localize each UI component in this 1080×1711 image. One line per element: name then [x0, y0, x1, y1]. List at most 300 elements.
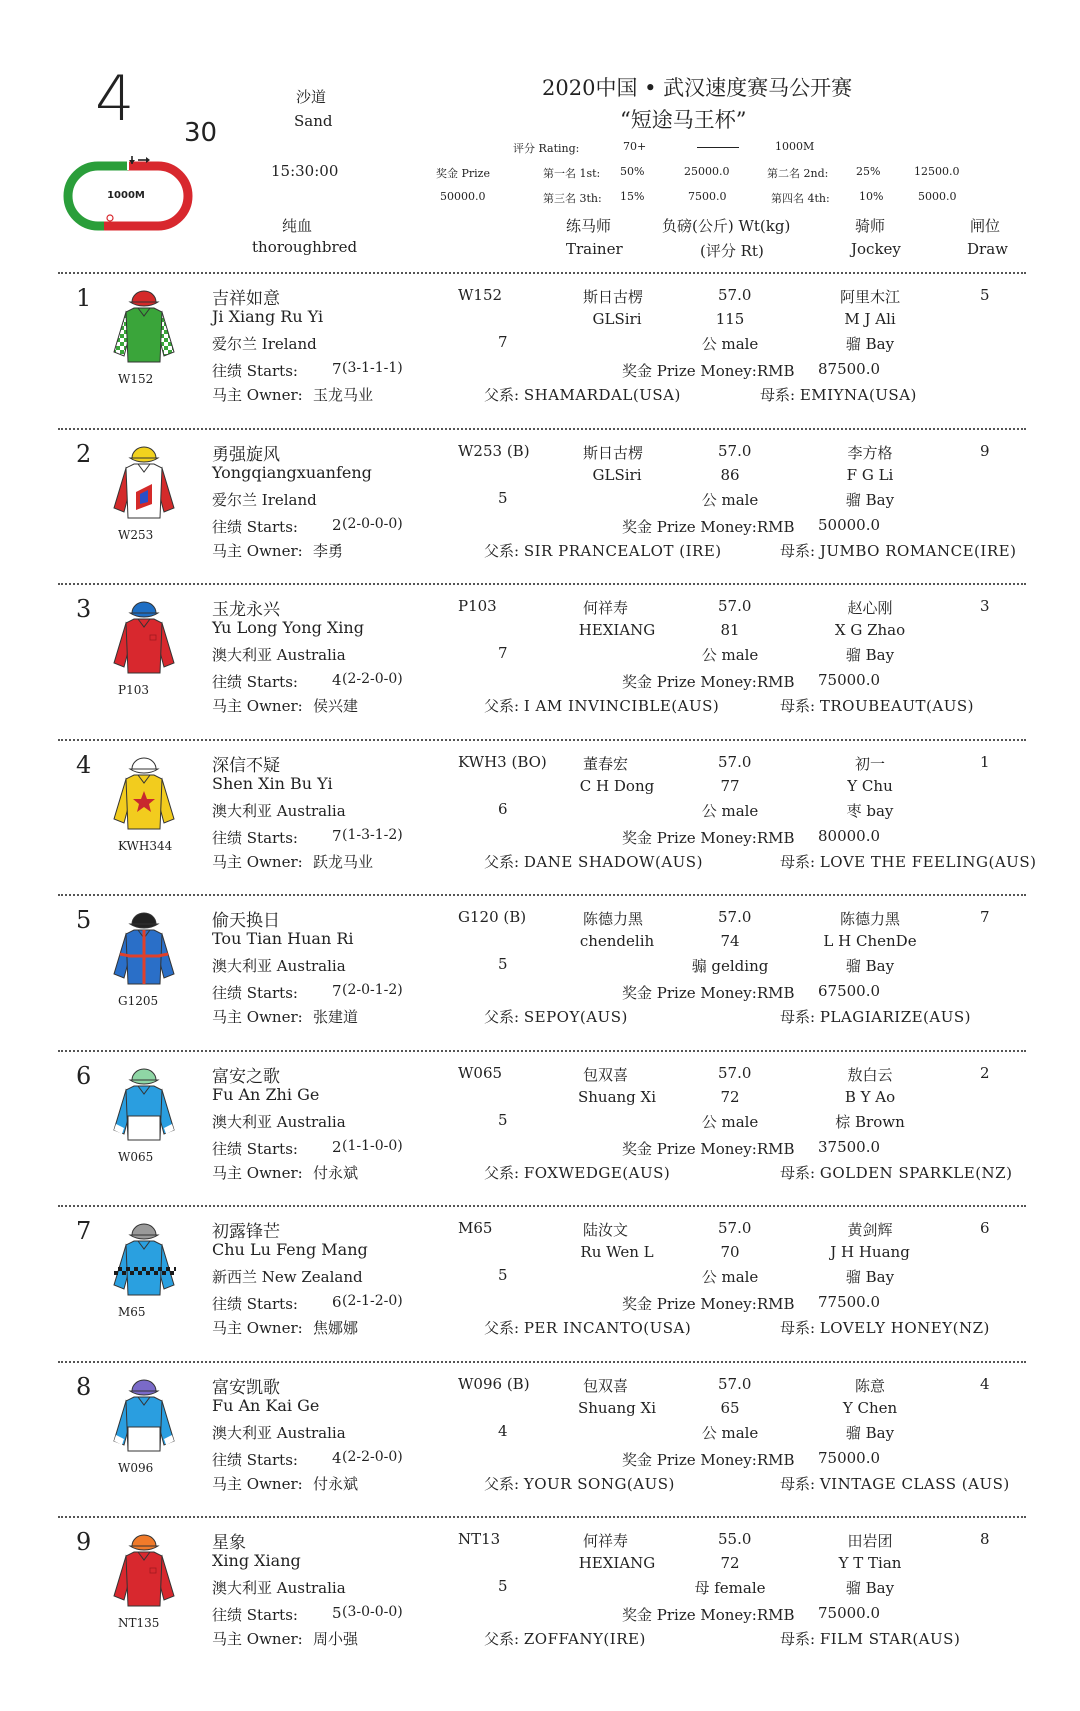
horse-color: 骝 Bay	[845, 1579, 895, 1597]
separator	[58, 1361, 1026, 1363]
jockey-en: B Y Ao	[844, 1087, 896, 1106]
fourth-label: 第四名 4th:	[771, 192, 830, 205]
horse-code: W253 (B)	[458, 441, 530, 460]
sire-label: 父系:	[484, 1008, 520, 1026]
owner-name: 付永斌	[313, 1474, 359, 1493]
jockey-cn: 田岩团	[847, 1532, 893, 1550]
separator	[58, 1205, 1026, 1207]
starts-record: (1-1-0-0)	[342, 1137, 403, 1154]
horse-number: 3	[76, 595, 92, 623]
horse-age: 5	[498, 955, 508, 973]
trainer-cn: 何祥寿	[583, 599, 629, 617]
dam-name: LOVE THE FEELING(AUS)	[819, 852, 1037, 871]
dam-label: 母系:	[780, 697, 816, 715]
dam-block	[780, 695, 974, 716]
second-pct: 25%	[856, 165, 881, 178]
first-amount: 25000.0	[684, 165, 730, 178]
jockey-en: L H ChenDe	[823, 932, 917, 950]
prize-money: 80000.0	[818, 826, 881, 845]
trainer-cn: 包双喜	[583, 1376, 629, 1395]
col-trainer-cn: 练马师	[566, 217, 612, 235]
first-pct: 50%	[620, 165, 645, 178]
horse-number: 7	[76, 1217, 92, 1245]
breed-en: thoroughbred	[252, 238, 358, 256]
jockey-silk-icon	[112, 442, 176, 524]
dam-label: 母系:	[780, 541, 816, 560]
weight: 57.0	[718, 908, 752, 926]
horse-sex: 公 male	[701, 335, 759, 353]
horse-entry	[0, 1054, 1080, 1210]
prize-money-label: 奖金 Prize Money:RMB	[622, 828, 795, 847]
jockey-cn: 初一	[855, 754, 886, 773]
rating: 86	[720, 465, 740, 484]
trainer-cn: 斯日古楞	[583, 288, 644, 306]
prize-label: 奖金 Prize	[436, 167, 490, 180]
jockey-silk-icon	[112, 1375, 176, 1457]
prize-total: 50000.0	[440, 190, 486, 203]
starts-count: 4	[332, 671, 342, 689]
horse-name-cn: 初露锋芒	[212, 1222, 280, 1242]
separator	[58, 894, 1026, 896]
draw: 8	[980, 1530, 990, 1548]
sire-name: I AM INVINCIBLE(AUS)	[523, 697, 720, 715]
horse-number: 8	[76, 1372, 92, 1401]
separator	[58, 1516, 1026, 1518]
horse-name-cn: 深信不疑	[212, 755, 280, 776]
trainer-en: Shuang Xi	[577, 1398, 657, 1417]
horse-age: 5	[498, 1266, 508, 1284]
jockey-en: X G Zhao	[834, 621, 906, 639]
horse-age: 5	[498, 488, 508, 507]
horse-sex: 公 male	[701, 646, 759, 664]
owner-name: 周小强	[313, 1630, 359, 1648]
separator	[58, 272, 1026, 274]
draw: 5	[980, 286, 990, 304]
horse-age: 5	[498, 1110, 508, 1129]
surface-cn: 沙道	[296, 88, 327, 106]
owner-name: 焦娜娜	[313, 1319, 359, 1337]
dam-block	[780, 1006, 971, 1027]
owner-name: 跃龙马业	[313, 852, 374, 871]
horse-number: 6	[76, 1061, 92, 1090]
rating-label: 评分 Rating:	[513, 142, 580, 155]
starts-count: 4	[332, 1448, 342, 1467]
horse-color: 枣 bay	[846, 801, 894, 820]
sire-block	[484, 695, 719, 716]
trainer-en: chendelih	[579, 932, 655, 950]
owner-label: 马主 Owner:	[212, 1630, 303, 1648]
jockey-silk-icon	[112, 286, 176, 368]
dam-label: 母系:	[780, 1008, 816, 1026]
silk-code: KWH344	[118, 838, 173, 853]
owner-name: 张建道	[313, 1008, 359, 1026]
sire-name: PER INCANTO(USA)	[523, 1319, 692, 1337]
horse-name-en: Tou Tian Huan Ri	[212, 929, 354, 948]
col-trainer-en: Trainer	[566, 240, 623, 258]
sire-block	[484, 1006, 628, 1027]
jockey-cn: 黄剑辉	[847, 1221, 893, 1239]
starts-label: 往绩 Starts:	[212, 1606, 298, 1624]
draw: 7	[980, 908, 990, 926]
jockey-cn: 阿里木江	[840, 288, 901, 306]
weight: 57.0	[718, 1219, 752, 1237]
starts-label: 往绩 Starts:	[212, 362, 298, 380]
owner-label: 马主 Owner:	[212, 852, 303, 871]
prize-money-label: 奖金 Prize Money:RMB	[622, 1450, 795, 1469]
horse-code: W096 (B)	[458, 1374, 530, 1393]
horse-name-cn: 勇强旋风	[212, 444, 280, 465]
prize-money-label: 奖金 Prize Money:RMB	[622, 1606, 795, 1624]
dam-name: PLAGIARIZE(AUS)	[819, 1008, 972, 1026]
prize-money: 75000.0	[818, 1604, 881, 1622]
jockey-en: Y Chen	[842, 1398, 898, 1417]
race-sub-number: 30	[184, 118, 218, 148]
col-draw-en: Draw	[967, 240, 1008, 258]
horse-sex: 公 male	[701, 1112, 759, 1131]
horse-name-cn: 玉龙永兴	[212, 600, 280, 620]
prize-money: 75000.0	[818, 671, 881, 689]
silk-code: W096	[118, 1460, 154, 1475]
horse-name-en: Yu Long Yong Xing	[212, 618, 364, 637]
horse-entry	[0, 587, 1080, 743]
owner-name: 付永斌	[313, 1163, 359, 1182]
sire-name: ZOFFANY(IRE)	[523, 1630, 646, 1648]
starts-count: 7	[332, 360, 342, 378]
horse-code: NT13	[458, 1530, 501, 1548]
fourth-amount: 5000.0	[918, 190, 957, 203]
rating: 115	[715, 310, 745, 328]
trainer-en: GLSiri	[592, 310, 642, 328]
sire-label: 父系:	[484, 1474, 520, 1493]
silk-code: G1205	[118, 994, 159, 1008]
dam-label: 母系:	[780, 1319, 816, 1337]
jockey-cn: 陈德力黑	[840, 910, 901, 928]
sire-label: 父系:	[484, 1163, 520, 1182]
owner-label: 马主 Owner:	[212, 1008, 303, 1026]
starts-record: (2-2-0-0)	[342, 671, 403, 687]
sire-label: 父系:	[484, 697, 520, 715]
horse-origin: 爱尔兰 Ireland	[212, 335, 317, 353]
dam-label: 母系:	[760, 386, 796, 404]
starts-record: (3-0-0-0)	[342, 1604, 403, 1620]
horse-color: 骝 Bay	[845, 957, 895, 975]
silk-code: M65	[118, 1305, 146, 1319]
sire-label: 父系:	[484, 1319, 520, 1337]
jockey-en: Y T Tian	[838, 1554, 902, 1572]
horse-color: 骝 Bay	[845, 1268, 895, 1286]
horse-number: 5	[76, 906, 92, 934]
horse-entry	[0, 743, 1080, 899]
starts-record: (3-1-1-1)	[342, 360, 403, 376]
starts-record: (2-0-0-0)	[342, 515, 403, 532]
dam-block	[780, 1162, 1012, 1183]
horse-name-en: Shen Xin Bu Yi	[212, 773, 333, 793]
horse-number: 4	[76, 750, 92, 779]
owner-name: 侯兴建	[313, 697, 359, 715]
starts-count: 5	[332, 1604, 342, 1622]
weight: 57.0	[718, 441, 752, 460]
sire-block	[484, 1628, 646, 1649]
rating: 77	[720, 776, 740, 795]
trainer-cn: 包双喜	[583, 1065, 629, 1084]
starts-record: (1-3-1-2)	[342, 826, 403, 843]
sire-label: 父系:	[484, 1630, 520, 1648]
dam-label: 母系:	[780, 852, 816, 871]
horse-name-en: Xing Xiang	[212, 1551, 301, 1570]
race-time: 15:30:00	[271, 162, 339, 180]
sire-name: DANE SHADOW(AUS)	[523, 852, 703, 871]
weight: 57.0	[718, 1063, 752, 1082]
jockey-silk-icon	[112, 597, 176, 679]
col-weight-en: (评分 Rt)	[700, 242, 764, 260]
horse-name-en: Fu An Zhi Ge	[212, 1084, 320, 1104]
sire-name: SEPOY(AUS)	[523, 1008, 628, 1026]
draw: 4	[980, 1374, 990, 1393]
third-amount: 7500.0	[688, 190, 727, 203]
sire-block	[484, 1162, 670, 1183]
prize-money: 37500.0	[818, 1137, 881, 1156]
horse-color: 骝 Bay	[845, 1423, 895, 1442]
rating: 72	[720, 1087, 740, 1106]
rating: 74	[720, 932, 740, 950]
prize-money-label: 奖金 Prize Money:RMB	[622, 517, 795, 536]
horse-number: 9	[76, 1528, 92, 1556]
dam-name: FILM STAR(AUS)	[819, 1630, 961, 1648]
horse-name-en: Yongqiangxuanfeng	[212, 462, 372, 482]
starts-record: (2-0-1-2)	[342, 982, 403, 998]
trainer-cn: 董春宏	[583, 754, 629, 773]
draw: 1	[980, 752, 990, 771]
horse-sex: 公 male	[701, 801, 759, 820]
dam-block	[780, 1628, 960, 1649]
jockey-silk-icon	[112, 1219, 176, 1301]
horse-origin: 澳大利亚 Australia	[212, 646, 346, 664]
second-label: 第二名 2nd:	[767, 167, 829, 180]
jockey-en: M J Ali	[844, 310, 896, 328]
horse-color: 骝 Bay	[845, 646, 895, 664]
race-number: 4	[95, 62, 135, 135]
horse-origin: 澳大利亚 Australia	[212, 801, 346, 820]
horse-name-cn: 富安凯歌	[212, 1377, 280, 1398]
jockey-cn: 陈意	[855, 1376, 886, 1395]
starts-label: 往绩 Starts:	[212, 1295, 298, 1313]
owner-name: 玉龙马业	[313, 386, 374, 404]
trainer-en: C H Dong	[579, 776, 655, 795]
trainer-en: HEXIANG	[578, 621, 656, 639]
horse-code: M65	[458, 1219, 493, 1237]
horse-origin: 澳大利亚 Australia	[212, 1423, 346, 1442]
horse-code: W152	[458, 286, 503, 304]
horse-number: 2	[76, 439, 92, 468]
horse-code: P103	[458, 597, 497, 615]
horse-name-cn: 富安之歌	[212, 1066, 280, 1087]
jockey-silk-icon	[112, 753, 176, 835]
horse-color: 骝 Bay	[845, 490, 895, 509]
silk-code: W065	[118, 1149, 154, 1164]
horse-origin: 澳大利亚 Australia	[212, 1579, 346, 1597]
race-distance: 1000M	[775, 140, 815, 153]
horse-name-cn: 星象	[212, 1533, 246, 1553]
prize-money: 67500.0	[818, 982, 881, 1000]
dam-block	[780, 851, 1036, 872]
jockey-cn: 敖白云	[847, 1065, 893, 1084]
dam-name: LOVELY HONEY(NZ)	[819, 1319, 990, 1337]
horse-age: 7	[498, 333, 508, 351]
prize-money-label: 奖金 Prize Money:RMB	[622, 984, 795, 1002]
col-draw-cn: 闸位	[970, 217, 1001, 235]
col-jockey-en: Jockey	[851, 240, 901, 258]
prize-money: 50000.0	[818, 515, 881, 534]
horse-origin: 爱尔兰 Ireland	[212, 490, 317, 509]
sire-block	[484, 384, 681, 405]
dam-block	[760, 384, 917, 405]
draw: 2	[980, 1063, 990, 1082]
horse-sex: 公 male	[701, 490, 759, 509]
dam-name: EMIYNA(USA)	[799, 386, 917, 404]
weight: 55.0	[718, 1530, 752, 1548]
horse-sex: 公 male	[701, 1268, 759, 1286]
sire-name: YOUR SONG(AUS)	[523, 1474, 675, 1493]
dam-name: JUMBO ROMANCE(IRE)	[819, 541, 1017, 560]
prize-money-label: 奖金 Prize Money:RMB	[622, 1295, 795, 1313]
owner-label: 马主 Owner:	[212, 1319, 303, 1337]
starts-label: 往绩 Starts:	[212, 517, 298, 536]
horse-entry	[0, 898, 1080, 1054]
prize-money-label: 奖金 Prize Money:RMB	[622, 673, 795, 691]
owner-label: 马主 Owner:	[212, 386, 303, 404]
horse-name-en: Ji Xiang Ru Yi	[212, 307, 324, 326]
horse-color: 骝 Bay	[845, 335, 895, 353]
trainer-cn: 陆汝文	[583, 1221, 629, 1239]
horse-origin: 澳大利亚 Australia	[212, 1112, 346, 1131]
dam-block	[780, 1473, 1010, 1494]
owner-label: 马主 Owner:	[212, 1474, 303, 1493]
owner-name: 李勇	[313, 541, 344, 560]
sire-label: 父系:	[484, 541, 520, 560]
trainer-en: HEXIANG	[578, 1554, 656, 1572]
col-weight-cn: 负磅(公斤) Wt(kg)	[662, 217, 791, 235]
sire-block	[484, 540, 722, 561]
dam-name: GOLDEN SPARKLE(NZ)	[819, 1163, 1013, 1182]
dam-name: VINTAGE CLASS (AUS)	[819, 1474, 1010, 1493]
silk-code: NT135	[118, 1616, 160, 1630]
horse-origin: 澳大利亚 Australia	[212, 957, 346, 975]
horse-entry	[0, 432, 1080, 588]
horse-name-cn: 吉祥如意	[212, 289, 280, 309]
sire-label: 父系:	[484, 386, 520, 404]
horse-code: KWH3 (BO)	[458, 752, 547, 771]
draw: 3	[980, 597, 990, 615]
silk-code: W253	[118, 527, 154, 542]
weight: 57.0	[718, 752, 752, 771]
owner-label: 马主 Owner:	[212, 1163, 303, 1182]
rating: 72	[720, 1554, 740, 1572]
race-cup-name: “短途马王杯”	[620, 108, 747, 132]
trainer-en: Shuang Xi	[577, 1087, 657, 1106]
starts-label: 往绩 Starts:	[212, 673, 298, 691]
silk-code: P103	[118, 683, 149, 697]
separator	[58, 739, 1026, 741]
sire-name: SHAMARDAL(USA)	[523, 386, 681, 404]
trainer-cn: 何祥寿	[583, 1532, 629, 1550]
trainer-en: GLSiri	[592, 465, 642, 484]
dam-label: 母系:	[780, 1163, 816, 1182]
starts-count: 7	[332, 982, 342, 1000]
race-title: 2020中国 • 武汉速度赛马公开赛	[542, 76, 853, 100]
horse-entry	[0, 1520, 1080, 1676]
jockey-silk-icon	[112, 908, 176, 990]
surface-en: Sand	[294, 112, 333, 130]
col-jockey-cn: 骑师	[855, 217, 886, 235]
horse-color: 棕 Brown	[835, 1112, 905, 1131]
trainer-cn: 斯日古楞	[583, 443, 644, 462]
sire-label: 父系:	[484, 852, 520, 871]
jockey-cn: 赵心刚	[847, 599, 893, 617]
third-label: 第三名 3th:	[543, 192, 602, 205]
track-diagram-icon	[62, 156, 204, 248]
horse-age: 4	[498, 1421, 508, 1440]
dam-name: TROUBEAUT(AUS)	[819, 697, 974, 715]
owner-label: 马主 Owner:	[212, 697, 303, 715]
owner-label: 马主 Owner:	[212, 541, 303, 560]
third-pct: 15%	[620, 190, 645, 203]
horse-age: 5	[498, 1577, 508, 1595]
horse-code: W065	[458, 1063, 503, 1082]
prize-money-label: 奖金 Prize Money:RMB	[622, 1139, 795, 1158]
horse-origin: 新西兰 New Zealand	[212, 1268, 363, 1286]
rating-value: 70+	[623, 140, 647, 153]
horse-number: 1	[76, 284, 92, 312]
starts-count: 7	[332, 826, 342, 845]
dam-label: 母系:	[780, 1474, 816, 1493]
horse-sex: 公 male	[701, 1423, 759, 1442]
horse-name-en: Chu Lu Feng Mang	[212, 1240, 368, 1259]
silk-code: W152	[118, 372, 154, 386]
horse-age: 6	[498, 799, 508, 818]
horse-entry	[0, 276, 1080, 432]
starts-count: 6	[332, 1293, 342, 1311]
jockey-en: J H Huang	[830, 1243, 910, 1261]
separator	[58, 1050, 1026, 1052]
trainer-cn: 陈德力黑	[583, 910, 644, 928]
jockey-silk-icon	[112, 1064, 176, 1146]
separator	[58, 428, 1026, 430]
sire-block	[484, 851, 703, 872]
draw: 6	[980, 1219, 990, 1237]
horse-age: 7	[498, 644, 508, 662]
dam-block	[780, 540, 1016, 561]
sire-block	[484, 1473, 675, 1494]
dam-label: 母系:	[780, 1630, 816, 1648]
weight: 57.0	[718, 286, 752, 304]
dam-block	[780, 1317, 990, 1338]
sire-name: SIR PRANCEALOT (IRE)	[523, 541, 722, 560]
track-distance-label: 1000M	[107, 190, 145, 201]
second-amount: 12500.0	[914, 165, 960, 178]
divider	[697, 147, 739, 148]
horse-sex: 骟 gelding	[691, 957, 769, 975]
rating: 70	[720, 1243, 740, 1261]
prize-money-label: 奖金 Prize Money:RMB	[622, 362, 795, 380]
separator	[58, 583, 1026, 585]
trainer-en: Ru Wen L	[580, 1243, 654, 1261]
horse-code: G120 (B)	[458, 908, 527, 926]
starts-count: 2	[332, 1137, 342, 1156]
first-label: 第一名 1st:	[543, 167, 601, 180]
starts-record: (2-2-0-0)	[342, 1448, 403, 1465]
horse-sex: 母 female	[694, 1579, 766, 1597]
jockey-en: Y Chu	[847, 776, 893, 795]
